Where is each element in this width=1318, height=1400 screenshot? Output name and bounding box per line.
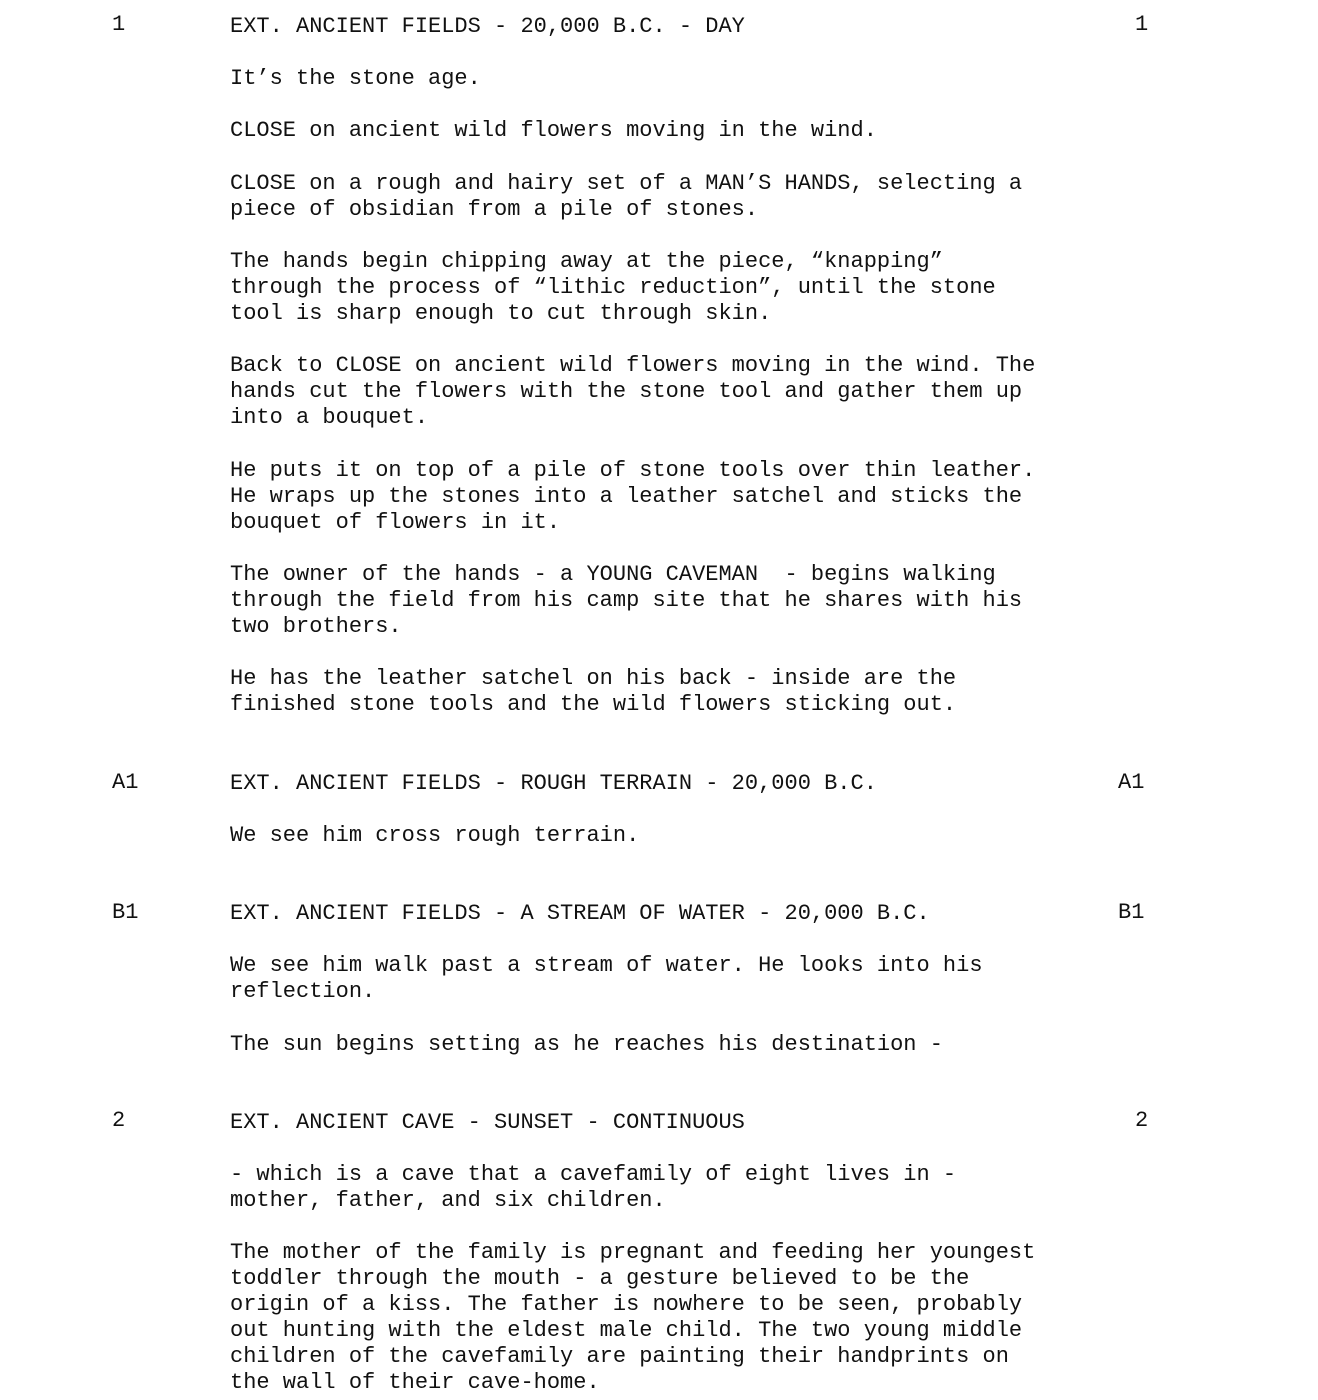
scene-number-right: 2 <box>1135 1108 1149 1133</box>
action-paragraph: CLOSE on a rough and hairy set of a MAN’S HANDS, selecting a piece of obsidian from a pile of stones. <box>230 171 1023 222</box>
scene-number-left: 2 <box>112 1108 126 1133</box>
action-paragraph: It’s the stone age. <box>230 66 481 91</box>
action-paragraph: The hands begin chipping away at the piece, “knapping” through the process of “lithic reduction”, until the stone tool is sharp enough to cut through skin. <box>230 249 996 326</box>
scene-number-right: B1 <box>1118 900 1145 925</box>
action-paragraph: Back to CLOSE on ancient wild flowers moving in the wind. The hands cut the flowers with the stone tool and gather them up into a bouquet. <box>230 353 1036 430</box>
scene-number-left: B1 <box>112 900 139 925</box>
scene-number-left: A1 <box>112 770 139 795</box>
action-paragraph: He has the leather satchel on his back - inside are the finished stone tools and the wild flowers sticking out. <box>230 666 957 717</box>
scene-number-right: A1 <box>1118 770 1145 795</box>
action-paragraph: CLOSE on ancient wild flowers moving in the wind. <box>230 118 877 143</box>
scene-number-left: 1 <box>112 12 126 37</box>
action-paragraph: The mother of the family is pregnant and feeding her youngest toddler through the mouth - a gesture believed to be the origin of a kiss. The father is nowhere to be seen, probably out hunting with the eldest male child. The two young middle children of the cavefamily are painting their handprints on the wall of their cave-home. <box>230 1240 1036 1395</box>
scene-number-right: 1 <box>1135 12 1149 37</box>
scene-heading: EXT. ANCIENT FIELDS - 20,000 B.C. - DAY <box>230 14 745 39</box>
scene-heading: EXT. ANCIENT CAVE - SUNSET - CONTINUOUS <box>230 1110 745 1135</box>
action-paragraph: We see him cross rough terrain. <box>230 823 640 848</box>
scene-heading: EXT. ANCIENT FIELDS - A STREAM OF WATER - 20,000 B.C. <box>230 901 930 926</box>
scene-heading: EXT. ANCIENT FIELDS - ROUGH TERRAIN - 20,000 B.C. <box>230 771 877 796</box>
action-paragraph: The owner of the hands - a YOUNG CAVEMAN - begins walking through the field from his camp site that he shares with his two brothers. <box>230 562 1023 639</box>
action-paragraph: - which is a cave that a cavefamily of eight lives in - mother, father, and six children. <box>230 1162 957 1213</box>
action-paragraph: The sun begins setting as he reaches his destination - <box>230 1032 943 1057</box>
action-paragraph: We see him walk past a stream of water. He looks into his reflection. <box>230 953 983 1004</box>
action-paragraph: He puts it on top of a pile of stone tools over thin leather. He wraps up the stones into a leather satchel and sticks the bouquet of flowers in it. <box>230 458 1036 535</box>
